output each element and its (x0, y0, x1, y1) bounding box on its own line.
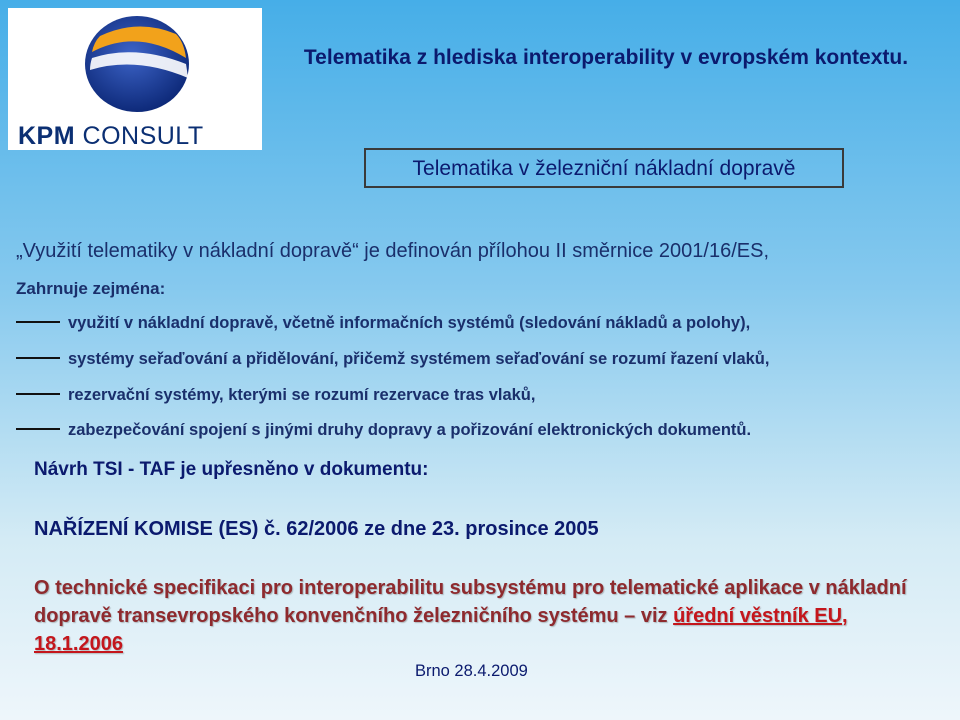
dash-bullet (16, 393, 60, 395)
slide-date: Brno 28.4.2009 (415, 662, 528, 680)
spec-body: O technické specifikaci pro interoperabilitu subsystému pro telematické aplikace v nákladní dopravě transevropského konvenčního železničního systému – viz (34, 577, 907, 627)
draft-heading: Návrh TSI - TAF je upřesněno v dokumentu: (34, 459, 429, 480)
specification-text (34, 574, 934, 658)
bullet-item (16, 314, 951, 336)
bullet-text: využití v nákladní dopravě, včetně informačních systémů (sledování nákladů a polohy), (68, 314, 751, 332)
kpm-consult-logo (8, 8, 262, 150)
intro-text: „Využití telematiky v nákladní dopravě“ je definován přílohou II směrnice 2001/16/ES, (16, 240, 769, 262)
bullet-text: zabezpečování spojení s jinými druhy dopravy a pořizování elektronických dokumentů. (68, 421, 752, 439)
logo-kpm: KPM (18, 122, 76, 150)
subtitle-box: Telematika v železniční nákladní dopravě (364, 148, 844, 188)
bullet-item (16, 421, 951, 443)
slide-title: Telematika z hlediska interoperability v evropském kontextu. (303, 46, 909, 69)
bullet-item (16, 350, 951, 372)
dash-bullet (16, 321, 60, 323)
intro-label: Zahrnuje zejména: (16, 279, 166, 298)
logo-consult: CONSULT (82, 122, 204, 150)
bullet-text: systémy seřaďování a přidělování, přičemž systémem seřaďování se rozumí řazení vlaků, (68, 350, 770, 368)
bullet-item (16, 386, 951, 408)
dash-bullet (16, 357, 60, 359)
bullet-text: rezervační systémy, kterými se rozumí rezervace tras vlaků, (68, 386, 536, 404)
regulation-title: NAŘÍZENÍ KOMISE (ES) č. 62/2006 ze dne 23. prosince 2005 (34, 518, 599, 540)
official-journal-link[interactable]: úřední věstník EU, 18.1.2006 (34, 605, 848, 655)
logo-wordmark (18, 122, 258, 151)
dash-bullet (16, 428, 60, 430)
